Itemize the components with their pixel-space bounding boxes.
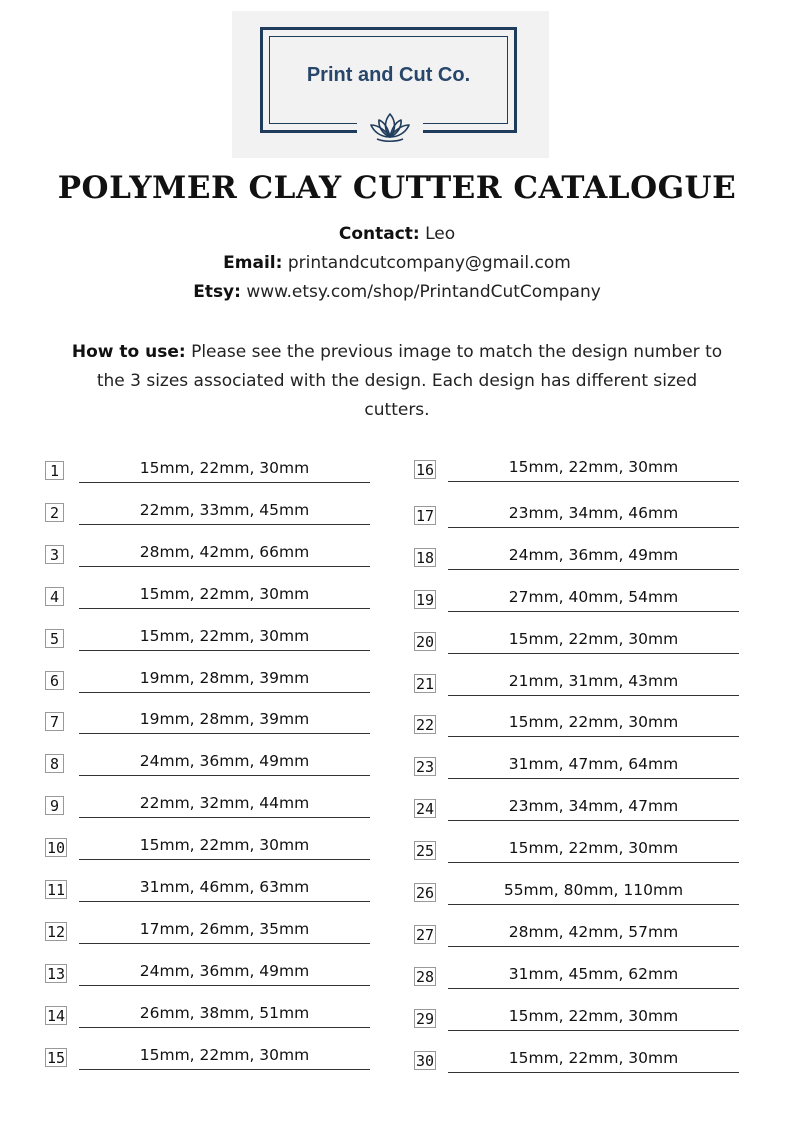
- design-number: 16: [416, 461, 435, 479]
- design-row: [45, 796, 375, 826]
- design-sizes: 23mm, 34mm, 47mm: [508, 797, 679, 816]
- design-sizes: 31mm, 45mm, 62mm: [508, 964, 679, 983]
- design-number: 5: [45, 629, 64, 648]
- design-sizes: 15mm, 22mm, 30mm: [508, 1048, 679, 1067]
- design-row: [45, 500, 375, 533]
- design-number: 23: [416, 758, 435, 777]
- page-title: POLYMER CLAY CUTTER CATALOGUE: [57, 170, 737, 206]
- how-to-label: How to use:: [71, 342, 186, 362]
- underline: [79, 482, 370, 483]
- underline: [448, 820, 739, 821]
- how-to-use: [70, 338, 724, 425]
- design-sizes: 31mm, 47mm, 64mm: [508, 755, 679, 774]
- underline: [448, 778, 739, 779]
- underline: [448, 1030, 739, 1031]
- design-row: [45, 461, 375, 491]
- underline: [448, 569, 739, 570]
- design-sizes: 28mm, 42mm, 57mm: [508, 922, 679, 941]
- design-sizes: 15mm, 22mm, 30mm: [508, 458, 679, 476]
- design-number: 17: [416, 506, 435, 525]
- design-row: [414, 503, 744, 536]
- design-sizes: 22mm, 33mm, 45mm: [139, 500, 310, 519]
- lotus-icon: [357, 108, 423, 148]
- design-sizes: 24mm, 36mm, 49mm: [139, 752, 310, 771]
- design-number: 10: [47, 839, 66, 858]
- design-row: [414, 883, 744, 913]
- design-number: 13: [47, 964, 66, 983]
- design-row: [414, 460, 744, 490]
- underline: [448, 988, 739, 989]
- design-number: 25: [416, 842, 435, 861]
- design-number: 8: [45, 754, 64, 773]
- design-sizes: 15mm, 22mm, 30mm: [508, 629, 679, 648]
- design-number: 27: [416, 925, 435, 944]
- design-sizes: 21mm, 31mm, 43mm: [508, 671, 679, 690]
- design-row: [45, 542, 375, 575]
- how-to-text: Please see the previous image to match the design number to the 3 sizes associated with the design. Each design has different sized cutters.: [96, 342, 723, 420]
- design-row: [414, 757, 744, 787]
- design-number: 30: [416, 1051, 435, 1070]
- underline: [448, 695, 739, 696]
- email-value[interactable]: printandcutcompany@gmail.com: [287, 253, 571, 273]
- design-number: 3: [45, 545, 64, 564]
- design-number: 24: [416, 800, 435, 819]
- underline: [79, 901, 370, 902]
- design-row: [45, 919, 375, 952]
- design-sizes: 15mm, 22mm, 30mm: [139, 459, 310, 477]
- underline: [448, 611, 739, 612]
- design-number: 15: [47, 1048, 66, 1067]
- design-row: [45, 1045, 375, 1078]
- underline: [79, 650, 370, 651]
- design-sizes: 15mm, 22mm, 30mm: [139, 1045, 310, 1064]
- underline: [79, 775, 370, 776]
- email-label: Email:: [223, 253, 283, 273]
- underline: [79, 524, 370, 525]
- design-row: [45, 584, 375, 617]
- design-number: 14: [47, 1006, 66, 1025]
- design-number: 29: [416, 1009, 435, 1028]
- design-sizes: 15mm, 22mm, 30mm: [139, 836, 310, 855]
- contact-line: [0, 224, 794, 244]
- design-row: [414, 587, 744, 620]
- underline: [79, 1027, 370, 1028]
- underline: [79, 692, 370, 693]
- underline: [448, 653, 739, 654]
- design-number: 20: [416, 632, 435, 651]
- design-row: [45, 754, 375, 784]
- design-number: 2: [45, 503, 64, 522]
- etsy-label: Etsy:: [193, 282, 241, 302]
- underline: [448, 946, 739, 947]
- design-sizes: 19mm, 28mm, 39mm: [139, 668, 310, 687]
- underline: [79, 943, 370, 944]
- design-row: [45, 1003, 375, 1036]
- design-number: 28: [416, 967, 435, 986]
- underline: [79, 608, 370, 609]
- design-sizes: 28mm, 42mm, 66mm: [139, 542, 310, 561]
- design-row: [414, 1048, 744, 1081]
- design-number: 21: [416, 674, 435, 693]
- contact-label: Contact:: [338, 224, 420, 244]
- design-sizes: 15mm, 22mm, 30mm: [139, 584, 310, 603]
- design-number: 26: [416, 884, 435, 902]
- design-sizes: 22mm, 32mm, 44mm: [139, 794, 310, 813]
- design-row: [414, 715, 744, 745]
- design-sizes: 24mm, 36mm, 49mm: [508, 545, 679, 564]
- design-row: [414, 629, 744, 662]
- underline: [448, 1072, 739, 1073]
- design-sizes: 26mm, 38mm, 51mm: [139, 1003, 310, 1022]
- logo: [232, 11, 549, 158]
- design-sizes: 15mm, 22mm, 30mm: [508, 1006, 679, 1025]
- design-row: [45, 880, 375, 910]
- underline: [79, 566, 370, 567]
- design-row: [414, 841, 744, 871]
- design-sizes: 31mm, 46mm, 63mm: [139, 878, 310, 896]
- underline: [79, 817, 370, 818]
- underline: [79, 733, 370, 734]
- underline: [79, 1069, 370, 1070]
- underline: [79, 985, 370, 986]
- underline: [448, 481, 739, 482]
- etsy-value[interactable]: www.etsy.com/shop/PrintandCutCompany: [246, 282, 601, 302]
- logo-text: Print and Cut Co.: [306, 64, 471, 86]
- underline: [448, 862, 739, 863]
- design-number: 11: [47, 881, 66, 899]
- design-number: 18: [416, 548, 435, 567]
- design-sizes: 15mm, 22mm, 30mm: [508, 839, 679, 858]
- design-sizes: 15mm, 22mm, 30mm: [139, 626, 310, 645]
- contact-value: Leo: [425, 224, 456, 244]
- design-row: [45, 838, 375, 868]
- underline: [79, 859, 370, 860]
- design-row: [414, 1006, 744, 1039]
- design-number: 6: [45, 671, 64, 690]
- email-line: [0, 253, 794, 273]
- design-row: [45, 712, 375, 742]
- underline: [448, 904, 739, 905]
- design-row: [414, 545, 744, 578]
- design-number: 12: [47, 922, 66, 941]
- design-row: [45, 668, 375, 701]
- design-row: [45, 626, 375, 659]
- underline: [448, 527, 739, 528]
- design-row: [414, 799, 744, 829]
- design-sizes: 55mm, 80mm, 110mm: [503, 881, 684, 899]
- design-row: [45, 961, 375, 994]
- design-sizes: 24mm, 36mm, 49mm: [139, 961, 310, 980]
- design-number: 22: [416, 716, 435, 735]
- design-number: 4: [45, 587, 64, 606]
- etsy-line: [0, 282, 794, 302]
- design-row: [414, 671, 744, 704]
- design-sizes: 19mm, 28mm, 39mm: [139, 710, 310, 729]
- design-row: [414, 964, 744, 997]
- design-row: [414, 922, 744, 955]
- design-sizes: 23mm, 34mm, 46mm: [508, 503, 679, 522]
- design-number: 19: [416, 590, 435, 609]
- underline: [448, 736, 739, 737]
- design-sizes: 17mm, 26mm, 35mm: [139, 919, 310, 938]
- design-number: 9: [45, 796, 64, 815]
- design-sizes: 15mm, 22mm, 30mm: [508, 713, 679, 732]
- design-sizes: 27mm, 40mm, 54mm: [508, 587, 679, 606]
- design-number: 1: [45, 461, 64, 480]
- design-number: 7: [45, 712, 64, 731]
